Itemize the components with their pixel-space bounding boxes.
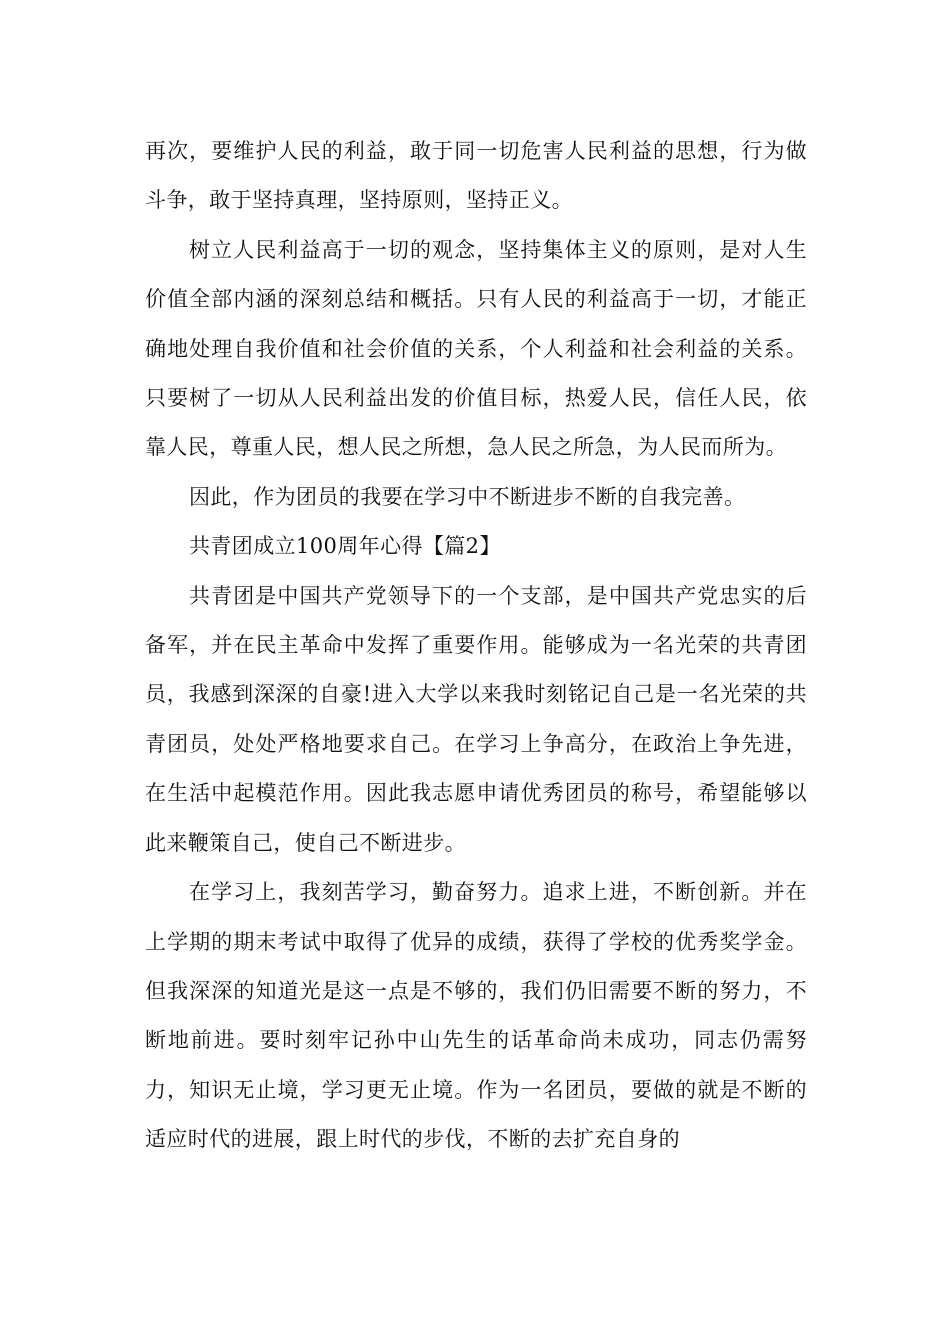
paragraph-league-intro: 共青团是中国共产党领导下的一个支部，是中国共产党忠实的后备军，并在民主革命中发挥了重要作用。能够成为一名光荣的共青团员，我感到深深的自豪!进入大学以来我时刻铭记自己是一名光荣的共青团员，处处严格地要求自己。在学习上争高分，在政治上争先进，在生活中起模范作用。因此我志愿申请优秀团员的称号，希望能够以此来鞭策自己，使自己不断进步。 (145, 583, 807, 855)
document-body (145, 127, 807, 1165)
paragraph-study: 在学习上，我刻苦学习，勤奋努力。追求上进，不断创新。并在上学期的期末考试中取得了优异的成绩，获得了学校的优秀奖学金。但我深深的知道光是这一点是不够的，我们仍旧需要不断的努力，不断地前进。要时刻牢记孙中山先生的话革命尚未成功，同志仍需努力，知识无止境，学习更无止境。作为一名团员，要做的就是不断的适应时代的进展，跟上时代的步伐，不断的去扩充自身的 (145, 880, 807, 1152)
section-heading: 共青团成立100周年心得【篇2】 (189, 534, 501, 559)
paragraph-continuation: 再次，要维护人民的利益，敢于同一切危害人民利益的思想，行为做斗争，敢于坚持真理，坚持原则，坚持正义。 (145, 139, 807, 213)
paragraph-people-interest: 树立人民利益高于一切的观念，坚持集体主义的原则，是对人生价值全部内涵的深刻总结和概括。只有人民的利益高于一切，才能正确地处理自我价值和社会价值的关系，个人利益和社会利益的关系。只要树了一切从人民利益出发的价值目标，热爱人民，信任人民，依靠人民，尊重人民，想人民之所想，急人民之所急，为人民而所为。 (145, 237, 807, 460)
paragraph-conclusion: 因此，作为团员的我要在学习中不断进步不断的自我完善。 (189, 484, 746, 509)
